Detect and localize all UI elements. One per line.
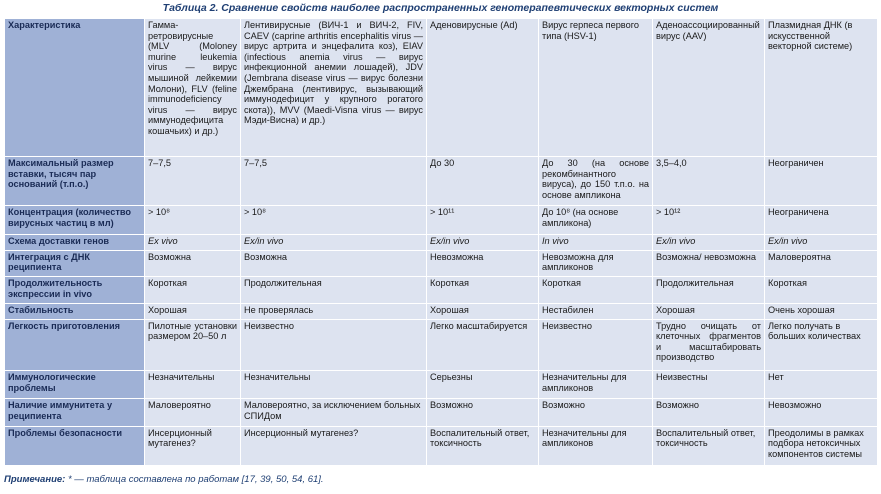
cell: Преодолимы в рамках подбора нетоксичных компонентов системы <box>765 426 878 465</box>
table-row <box>5 277 878 304</box>
cell: Возможна/ невозможна <box>653 250 765 277</box>
cell: Трудно очищать от клеточных фрагментов и масштабировать производство <box>653 319 765 370</box>
cell: Незначительны для ампликонов <box>539 371 653 399</box>
cell: Нестабилен <box>539 304 653 319</box>
cell: Ex/in vivo <box>653 235 765 250</box>
header-plasmid: Плазмидная ДНК (в искусственной векторной системе) <box>765 19 878 157</box>
cell: > 10¹¹ <box>427 206 539 235</box>
cell: Маловероятно, за исключением больных СПИДом <box>241 398 427 426</box>
cell: До 10⁸ (на основе ампликона) <box>539 206 653 235</box>
cell: Хорошая <box>145 304 241 319</box>
cell: Короткая <box>427 277 539 304</box>
cell: Продолжительная <box>653 277 765 304</box>
footnote-label: Примечание: <box>4 474 66 485</box>
cell: До 30 <box>427 157 539 206</box>
row-header-safety: Проблемы безопасности <box>5 426 145 465</box>
cell: Незначительны <box>145 371 241 399</box>
cell: Неограничен <box>765 157 878 206</box>
cell: Очень хорошая <box>765 304 878 319</box>
table-row <box>5 426 878 465</box>
cell: 7–7,5 <box>145 157 241 206</box>
cell: > 10⁸ <box>145 206 241 235</box>
row-header-expression: Продолжительность экспрессии in vivo <box>5 277 145 304</box>
table-footnote <box>4 474 324 485</box>
row-header-concentration: Концентрация (количество вирусных частиц в мл) <box>5 206 145 235</box>
cell: Легко масштабируется <box>427 319 539 370</box>
cell: > 10⁸ <box>241 206 427 235</box>
cell: Воспалительный ответ, токсичность <box>653 426 765 465</box>
cell: Маловероятно <box>145 398 241 426</box>
table-row <box>5 157 878 206</box>
cell: Инсерционный мутагенез? <box>241 426 427 465</box>
cell: Невозможно <box>765 398 878 426</box>
cell: Короткая <box>145 277 241 304</box>
cell: Неограничена <box>765 206 878 235</box>
cell: Возможно <box>539 398 653 426</box>
header-row <box>5 19 878 157</box>
cell: Серьезны <box>427 371 539 399</box>
header-aav: Аденоассоциированный вирус (AAV) <box>653 19 765 157</box>
row-header-immunology: Иммунологические проблемы <box>5 371 145 399</box>
row-header-integration: Интеграция с ДНК реципиента <box>5 250 145 277</box>
cell: Легко получать в больших количествах <box>765 319 878 370</box>
cell: Короткая <box>539 277 653 304</box>
cell: Ex/in vivo <box>241 235 427 250</box>
cell: Инсерционный мутагенез? <box>145 426 241 465</box>
header-gamma-retroviral: Гамма-ретровирусные (MLV (Moloney murine leukemia virus — вирус мышиной лейкемии Молони), FLV (feline immunodeficiency virus — вирус иммунодефицита кошачьих) и др.) <box>145 19 241 157</box>
row-header-immunity: Наличие иммунитета у реципиента <box>5 398 145 426</box>
cell: In vivo <box>539 235 653 250</box>
cell: Невозможна <box>427 250 539 277</box>
header-hsv1: Вирус герпеса первого типа (HSV-1) <box>539 19 653 157</box>
cell: До 30 (на основе рекомбинантного вируса), до 150 т.п.о. на основе ампликона <box>539 157 653 206</box>
table-row <box>5 250 878 277</box>
cell: Продолжительная <box>241 277 427 304</box>
header-adenoviral: Аденовирусные (Ad) <box>427 19 539 157</box>
table-row <box>5 206 878 235</box>
cell: Неизвестно <box>241 319 427 370</box>
cell: Нет <box>765 371 878 399</box>
cell: Неизвестно <box>539 319 653 370</box>
cell: > 10¹² <box>653 206 765 235</box>
cell: Незначительны <box>241 371 427 399</box>
row-header-stability: Стабильность <box>5 304 145 319</box>
cell: Маловероятна <box>765 250 878 277</box>
cell: Хорошая <box>653 304 765 319</box>
cell: Пилотные установки размером 20–50 л <box>145 319 241 370</box>
cell: Невозможна для ампликонов <box>539 250 653 277</box>
row-header-preparation: Легкость приготовления <box>5 319 145 370</box>
cell: Возможна <box>145 250 241 277</box>
cell: Возможно <box>427 398 539 426</box>
row-header-delivery: Схема доставки генов <box>5 235 145 250</box>
cell: Короткая <box>765 277 878 304</box>
table-row <box>5 235 878 250</box>
table-row <box>5 304 878 319</box>
row-header-insert-size: Максимальный размер вставки, тысяч пар оснований (т.п.о.) <box>5 157 145 206</box>
cell: Незначительны для ампликонов <box>539 426 653 465</box>
table-row <box>5 319 878 370</box>
comparison-table <box>4 18 878 466</box>
header-characteristic: Характеристика <box>5 19 145 157</box>
cell: Не проверялась <box>241 304 427 319</box>
cell: Возможно <box>653 398 765 426</box>
cell: Неизвестны <box>653 371 765 399</box>
cell: 7–7,5 <box>241 157 427 206</box>
table-caption: Таблица 2. Сравнение свойств наиболее распространенных генотерапевтических векторных систем <box>162 2 719 14</box>
cell: Ex vivo <box>145 235 241 250</box>
table-row <box>5 371 878 399</box>
header-lentiviral: Лентивирусные (ВИЧ-1 и ВИЧ-2, FIV, CAEV (caprine arthritis encephalitis virus — вирус артрита и энцефалита коз), EIAV (infectious anemia virus — вирус инфекционной анемии лошадей), JDV (Jembrana disease virus — вирус болезни Джембрана (лентивирус, вызывающий иммунодефицит у крупного рогатого скота)), MVV (Maedi-Visna virus — вирус Мэди-Висна) и др.) <box>241 19 427 157</box>
cell: Хорошая <box>427 304 539 319</box>
cell: 3,5–4,0 <box>653 157 765 206</box>
cell: Возможна <box>241 250 427 277</box>
table-row <box>5 398 878 426</box>
footnote-text: * — таблица составлена по работам [17, 39, 50, 54, 61]. <box>65 474 324 485</box>
cell: Ex/in vivo <box>765 235 878 250</box>
cell: Ex/in vivo <box>427 235 539 250</box>
cell: Воспалительный ответ, токсичность <box>427 426 539 465</box>
